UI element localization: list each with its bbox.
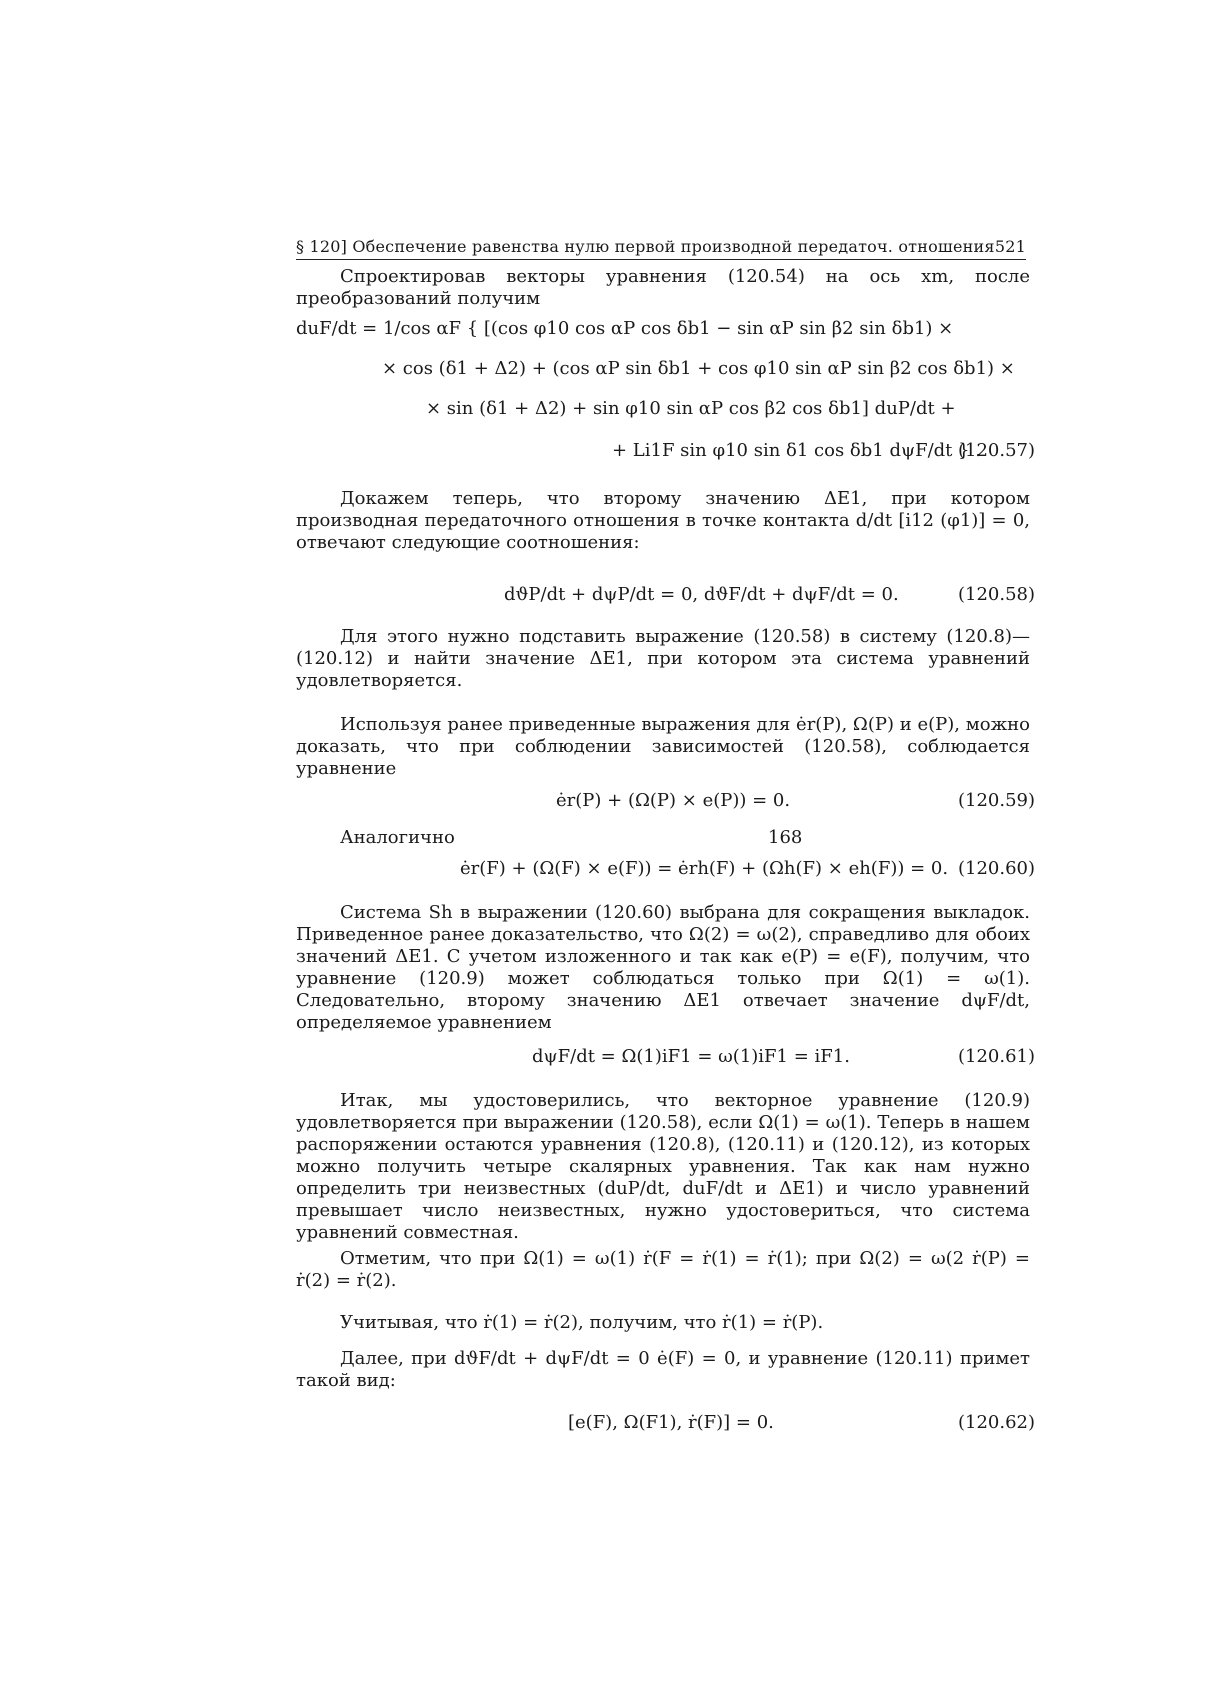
- equation-line: × sin (δ1 + Δ2) + sin φ10 sin αP cos β2 cos δb1] duP/dt +: [426, 398, 956, 419]
- equation-number: (120.61): [958, 1046, 1036, 1067]
- paragraph: Отметим, что при Ω(1) = ω(1) ṙ(F = ṙ(1) = ṙ(1); при Ω(2) = ω(2 ṙ(P) = ṙ(2) = ṙ(2).: [296, 1248, 1030, 1291]
- paragraph: Докажем теперь, что второму значению ΔE1, при котором производная передаточного отношения в точке контакта d/dt [i12 (φ1)] = 0, отвечают следующие соотношения:: [296, 488, 1030, 553]
- paragraph: Для этого нужно подставить выражение (120.58) в систему (120.8)—(120.12) и найти значение ΔE1, при котором эта система уравнений удовлетворяется.: [296, 626, 1030, 691]
- equation: [e(F), Ω(F1), ṙ(F)] = 0.: [568, 1412, 774, 1433]
- paragraph-label: Аналогично: [340, 827, 455, 848]
- equation: ėr(F) + (Ω(F) × e(F)) = ėrh(F) + (Ωh(F) × eh(F)) = 0.: [460, 858, 949, 879]
- paragraph: Используя ранее приведенные выражения для ėr(P), Ω(P) и e(P), можно доказать, что при соблюдении зависимостей (120.58), соблюдается уравнение: [296, 714, 1030, 779]
- equation-number: (120.58): [958, 584, 1036, 605]
- equation-number: (120.60): [958, 858, 1036, 879]
- equation-line: + Li1F sin φ10 sin δ1 cos δb1 dψF/dt } .: [612, 440, 982, 461]
- paragraph: Учитывая, что ṙ(1) = ṙ(2), получим, что ṙ(1) = ṙ(P).: [340, 1312, 824, 1333]
- page-number: 521: [994, 237, 1026, 256]
- paragraph: Итак, мы удостоверились, что векторное уравнение (120.9) удовлетворяется при выражении (120.58), если Ω(1) = ω(1). Теперь в нашем распоряжении остаются уравнения (120.8), (120.11) и (120.12), из которых можно получить четыре скалярных уравнения. Так как нам нужно определить три неизвестных (duP/dt, duF/dt и ΔE1) и число уравнений превышает число неизвестных, нужно удостовериться, что система уравнений совместная.: [296, 1090, 1030, 1243]
- equation-number: (120.57): [958, 440, 1036, 461]
- equation-number: (120.59): [958, 790, 1036, 811]
- paragraph: Далее, при dϑF/dt + dψF/dt = 0 ė(F) = 0, и уравнение (120.11) примет такой вид:: [296, 1348, 1030, 1391]
- running-header: [296, 237, 1026, 260]
- paragraph: Система Sh в выражении (120.60) выбрана для сокращения выкладок. Приведенное ранее доказательство, что Ω(2) = ω(2), справедливо для обоих значений ΔE1. С учетом изложенного и так как e(P) = e(F), получим, что уравнение (120.9) может соблюдаться только при Ω(1) = ω(1). Следовательно, второму значению ΔE1 отвечает значение dψF/dt, определяемое уравнением: [296, 902, 1030, 1033]
- equation: dψF/dt = Ω(1)iF1 = ω(1)iF1 = iF1.: [532, 1046, 850, 1067]
- paragraph: Спроектировав векторы уравнения (120.54) на ось xm, после преобразований получим: [296, 266, 1030, 309]
- page-marker: 168: [768, 827, 803, 848]
- equation-number: (120.62): [958, 1412, 1036, 1433]
- equation: dϑP/dt + dψP/dt = 0, dϑF/dt + dψF/dt = 0.: [504, 584, 899, 605]
- equation-line: duF/dt = 1/cos αF { [(cos φ10 cos αP cos δb1 − sin αP sin β2 sin δb1) ×: [296, 318, 954, 339]
- equation-line: × cos (δ1 + Δ2) + (cos αP sin δb1 + cos φ10 sin αP sin β2 cos δb1) ×: [382, 358, 1015, 379]
- header-title: § 120] Обеспечение равенства нулю первой производной передаточ. отношения: [296, 237, 995, 256]
- equation: ėr(P) + (Ω(P) × e(P)) = 0.: [556, 790, 791, 811]
